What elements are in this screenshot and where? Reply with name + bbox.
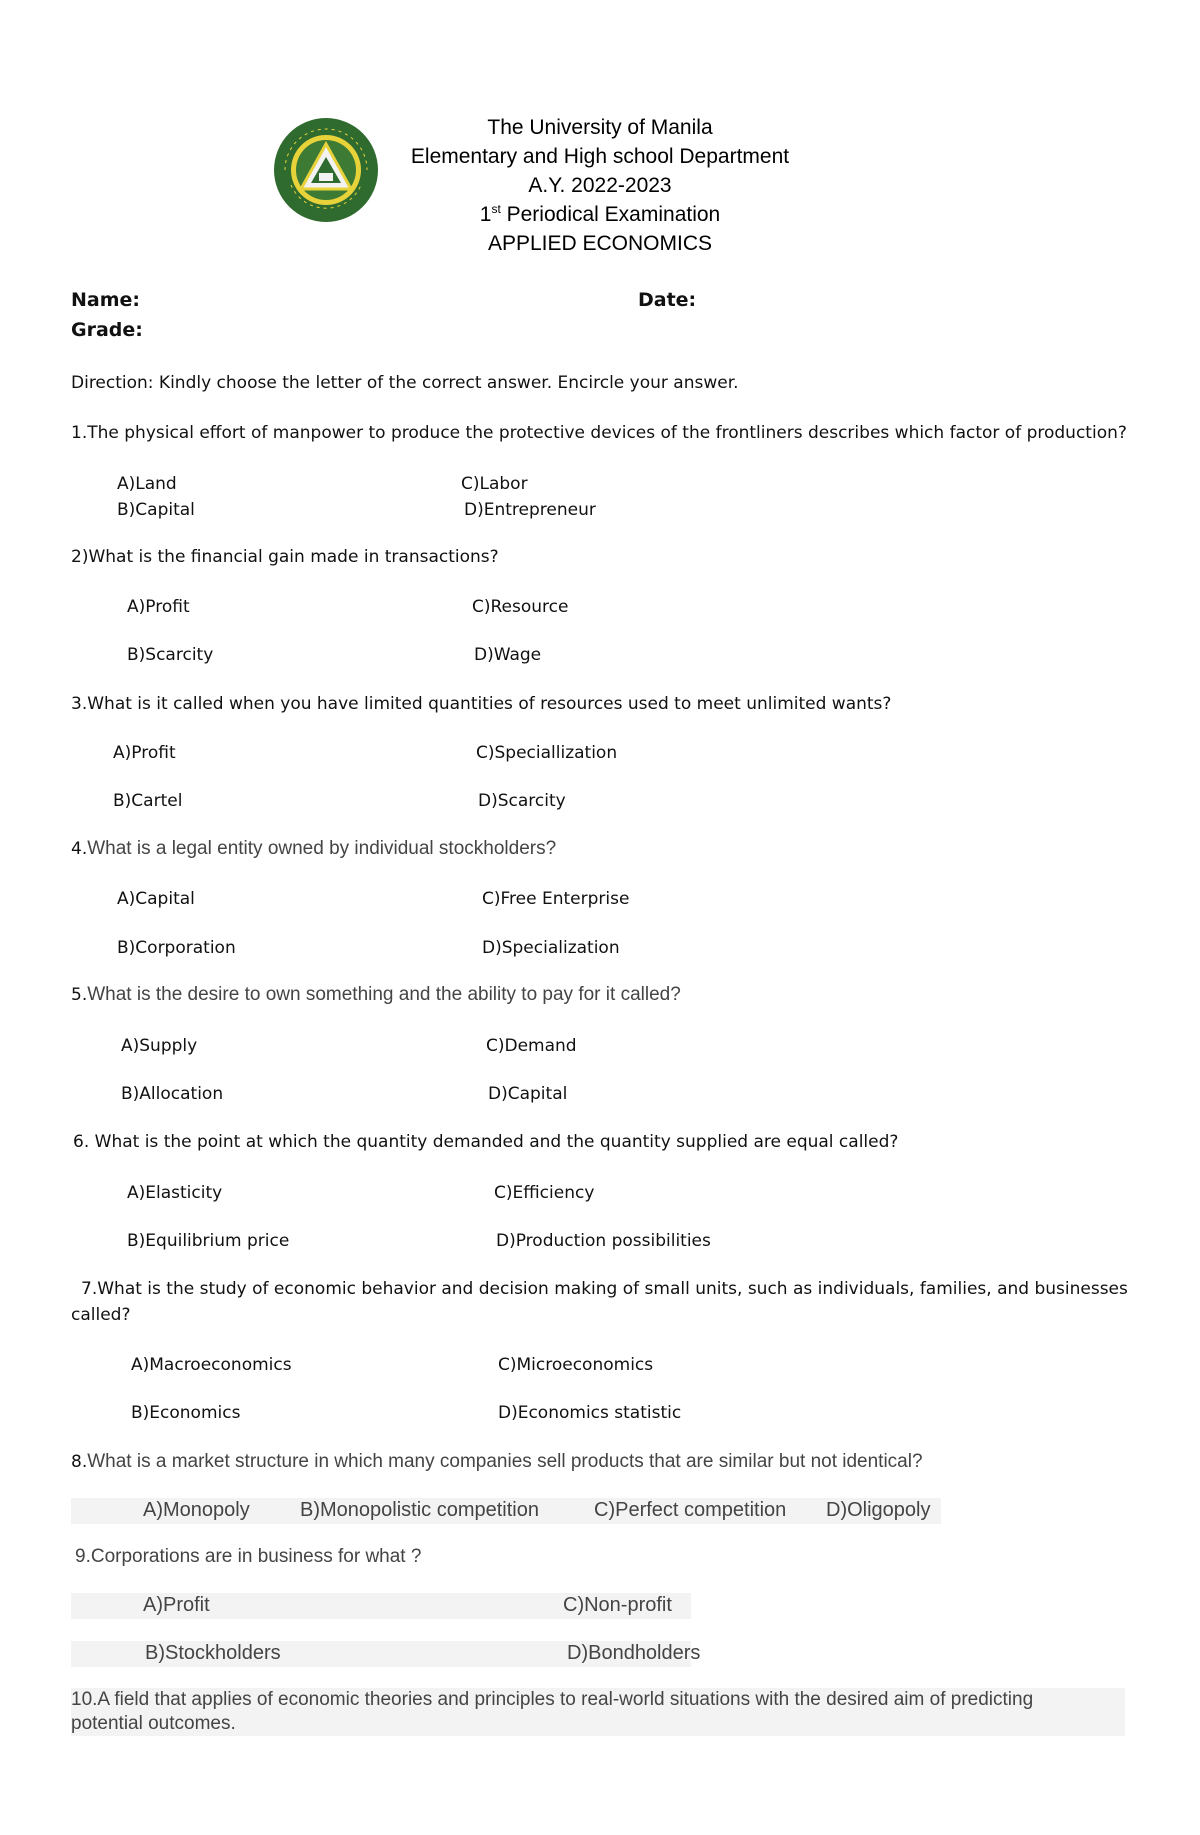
- option-a[interactable]: A)Monopoly: [143, 1499, 250, 1521]
- question-7-line-2: called?: [71, 1305, 131, 1325]
- question-text: What is the desire to own something and the ability to pay for it called?: [87, 984, 681, 1005]
- option-d[interactable]: D)Oligopoly: [826, 1499, 931, 1521]
- option-a[interactable]: A)Profit: [127, 597, 190, 617]
- question-text: The physical effort of manpower to produce the protective devices of the frontliners describes which factor of production?: [87, 423, 1127, 443]
- option-a[interactable]: A)Elasticity: [127, 1183, 223, 1203]
- option-b[interactable]: B)Monopolistic competition: [300, 1499, 539, 1521]
- option-a[interactable]: A)Profit: [143, 1594, 210, 1616]
- question-6: [73, 1132, 898, 1152]
- option-d[interactable]: D)Production possibilities: [496, 1231, 711, 1251]
- question-1: [71, 423, 1127, 443]
- question-number: 6.: [73, 1132, 90, 1152]
- question-number: 9.: [75, 1546, 91, 1567]
- question-number: 5.: [71, 985, 88, 1005]
- question-text: A field that applies of economic theories and principles to real-world situations with the desired aim of predicting: [97, 1689, 1034, 1710]
- name-label: Name:: [71, 289, 141, 311]
- option-b[interactable]: B)Corporation: [117, 938, 236, 958]
- question-number: 4.: [71, 839, 88, 859]
- exam-name: Periodical Examination: [506, 203, 721, 226]
- option-a[interactable]: A)Profit: [113, 743, 176, 763]
- question-8: [71, 1451, 923, 1473]
- question-4: [71, 838, 556, 860]
- option-b[interactable]: B)Stockholders: [145, 1642, 281, 1664]
- option-c[interactable]: C)Demand: [486, 1036, 577, 1056]
- option-c[interactable]: C)Resource: [472, 597, 569, 617]
- question-7: [81, 1279, 1128, 1299]
- question-number: 1.: [71, 423, 88, 443]
- option-c[interactable]: C)Microeconomics: [498, 1355, 654, 1375]
- option-b[interactable]: B)Equilibrium price: [127, 1231, 290, 1251]
- option-a[interactable]: A)Supply: [121, 1036, 198, 1056]
- academic-year: A.Y. 2022-2023: [528, 174, 672, 197]
- exam-title: [0, 202, 1200, 227]
- question-10-line-2: potential outcomes.: [71, 1713, 236, 1734]
- question-number: 10.: [71, 1689, 98, 1710]
- department-name: Elementary and High school Department: [410, 145, 790, 168]
- option-c[interactable]: C)Perfect competition: [594, 1499, 787, 1521]
- question-9: [75, 1546, 421, 1568]
- option-d[interactable]: D)Scarcity: [478, 791, 566, 811]
- question-10: [71, 1689, 1033, 1711]
- question-text: What is a market structure in which many companies sell products that are similar but not identical?: [87, 1451, 923, 1472]
- question-number: 2): [71, 547, 89, 567]
- question-number: 8.: [71, 1452, 88, 1472]
- question-text: What is the point at which the quantity demanded and the quantity supplied are equal called?: [89, 1132, 899, 1152]
- option-b[interactable]: B)Allocation: [121, 1084, 224, 1104]
- option-a[interactable]: A)Capital: [117, 889, 195, 909]
- subject-title: APPLIED ECONOMICS: [487, 232, 713, 255]
- question-3: [71, 694, 891, 714]
- option-d[interactable]: D)Economics statistic: [498, 1403, 682, 1423]
- option-d[interactable]: D)Wage: [474, 645, 542, 665]
- option-a[interactable]: A)Macroeconomics: [131, 1355, 292, 1375]
- option-d[interactable]: D)Bondholders: [567, 1642, 701, 1664]
- question-number: 3.: [71, 694, 88, 714]
- grade-label: Grade:: [71, 319, 143, 341]
- question-number: 7.: [81, 1279, 98, 1299]
- option-c[interactable]: C)Free Enterprise: [482, 889, 630, 909]
- question-text: What is the financial gain made in transactions?: [88, 547, 499, 567]
- date-label: Date:: [638, 289, 697, 311]
- directions: Direction: Kindly choose the letter of the correct answer. Encircle your answer.: [71, 373, 739, 393]
- option-a[interactable]: A)Land: [117, 474, 177, 494]
- option-c[interactable]: C)Efficiency: [494, 1183, 595, 1203]
- exam-ordinal-suffix: st: [491, 202, 501, 216]
- question-2: [71, 547, 499, 567]
- option-c[interactable]: C)Labor: [461, 474, 528, 494]
- option-b[interactable]: B)Economics: [131, 1403, 241, 1423]
- option-d[interactable]: D)Entrepreneur: [464, 500, 596, 520]
- exam-ordinal: 1: [479, 203, 492, 226]
- option-c[interactable]: C)Non-profit: [563, 1594, 672, 1616]
- university-name: The University of Manila: [487, 116, 713, 139]
- question-text: Corporations are in business for what ?: [90, 1546, 422, 1567]
- option-b[interactable]: B)Scarcity: [127, 645, 214, 665]
- question-text: What is it called when you have limited quantities of resources used to meet unlimited wants?: [87, 694, 892, 714]
- option-c[interactable]: C)Speciallization: [476, 743, 618, 763]
- option-d[interactable]: D)Capital: [488, 1084, 568, 1104]
- question-text: What is the study of economic behavior and decision making of small units, such as individuals, families, and businesses: [97, 1279, 1128, 1299]
- question-5: [71, 984, 681, 1006]
- option-b[interactable]: B)Cartel: [113, 791, 183, 811]
- question-text: What is a legal entity owned by individual stockholders?: [87, 838, 557, 859]
- option-d[interactable]: D)Specialization: [482, 938, 620, 958]
- option-b[interactable]: B)Capital: [117, 500, 195, 520]
